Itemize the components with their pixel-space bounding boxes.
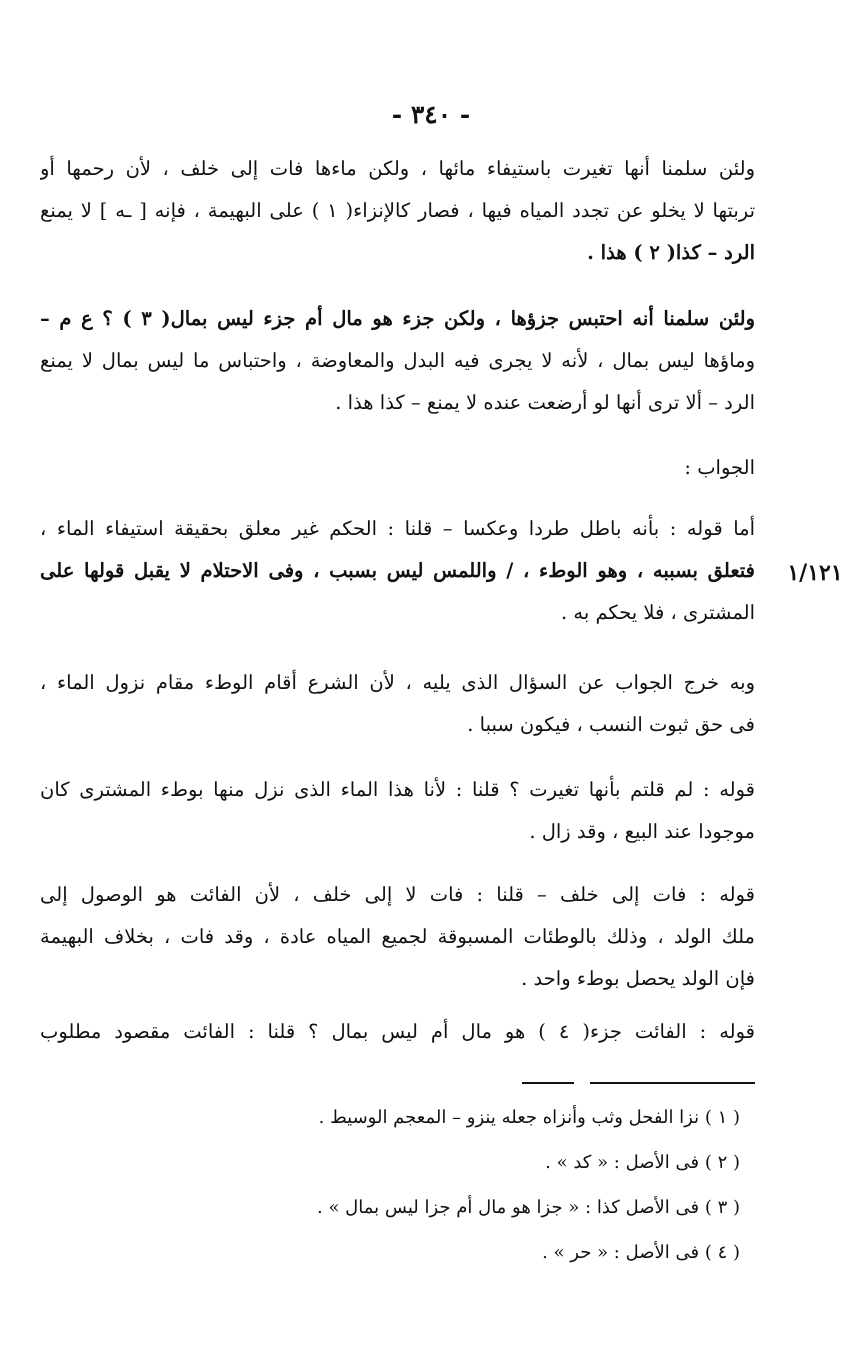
text-line: قوله : لم قلتم بأنها تغيرت ؟ قلنا : لأنا هذا الماء الذى نزل منها بوطء المشترى كان bbox=[40, 778, 755, 801]
text-line: الرد – كذا( ٢ ) هذا . bbox=[587, 241, 755, 264]
margin-folio-note: ١/١٢١ bbox=[787, 560, 843, 586]
footnote-separator bbox=[522, 1082, 574, 1084]
text-line: قوله : الفائت جزء( ٤ ) هو مال أم ليس بمال ؟ قلنا : الفائت مقصود مطلوب bbox=[40, 1020, 755, 1043]
footnote: ( ٢ ) فى الأصل : « كد » . bbox=[545, 1152, 740, 1173]
text-line: الرد – ألا ترى أنها لو أرضعت عنده لا يمنع – كذا هذا . bbox=[335, 391, 755, 414]
text-line: أما قوله : بأنه باطل طردا وعكسا – قلنا : الحكم غير معلق بحقيقة استيفاء الماء ، bbox=[40, 517, 755, 540]
text-line: وبه خرج الجواب عن السؤال الذى يليه ، لأن الشرع أقام الوطء مقام نزول الماء ، bbox=[40, 671, 755, 694]
text-line: ولئن سلمنا أنها تغيرت باستيفاء مائها ، ولكن ماءها فات إلى خلف ، لأن رحمها أو bbox=[40, 157, 755, 180]
footnote: ( ١ ) نزا الفحل وثب وأنزاه جعله ينزو – المعجم الوسيط . bbox=[318, 1107, 740, 1128]
text-line: ولئن سلمنا أنه احتبس جزؤها ، ولكن جزء هو مال أم جزء ليس بمال( ٣ ) ؟ ع م – bbox=[40, 307, 755, 330]
text-line: قوله : فات إلى خلف – قلنا : فات لا إلى خلف ، لأن الفائت هو الوصول إلى bbox=[40, 883, 755, 906]
text-line: فى حق ثبوت النسب ، فيكون سببا . bbox=[467, 713, 755, 736]
paragraph bbox=[40, 874, 755, 1000]
paragraph bbox=[40, 508, 755, 634]
text-line: موجودا عند البيع ، وقد زال . bbox=[529, 820, 755, 843]
page-number: - ٣٤٠ - bbox=[391, 100, 471, 129]
text-line: فإن الولد يحصل بوطء واحد . bbox=[521, 967, 755, 990]
paragraph bbox=[40, 298, 755, 424]
paragraph bbox=[40, 148, 755, 274]
section-heading bbox=[40, 447, 755, 489]
text-line: المشترى ، فلا يحكم به . bbox=[560, 601, 755, 624]
text-line: فتعلق بسببه ، وهو الوطء ، / واللمس ليس بسبب ، وفى الاحتلام لا يقبل قولها على bbox=[40, 559, 755, 582]
paragraph bbox=[40, 662, 755, 746]
paragraph bbox=[40, 1011, 755, 1053]
paragraph bbox=[40, 769, 755, 853]
text-line: تربتها لا يخلو عن تجدد المياه فيها ، فصار كالإنزاء( ١ ) على البهيمة ، فإنه [ ـه ] لا يمنع bbox=[40, 199, 755, 222]
footnotes bbox=[200, 1095, 740, 1275]
footnote-separator bbox=[590, 1082, 755, 1084]
footnote: ( ٤ ) فى الأصل : « حر » . bbox=[542, 1242, 740, 1263]
text-line: الجواب : bbox=[684, 456, 755, 479]
text-line: وماؤها ليس بمال ، لأنه لا يجرى فيه البدل والمعاوضة ، واحتباس ما ليس بمال لا يمنع bbox=[40, 349, 755, 372]
footnote: ( ٣ ) فى الأصل كذا : « جزا هو مال أم جزا ليس بمال » . bbox=[317, 1197, 740, 1218]
text-line: ملك الولد ، وذلك بالوطئات المسبوقة لجميع المياه عادة ، وقد فات ، بخلاف البهيمة bbox=[40, 925, 755, 948]
